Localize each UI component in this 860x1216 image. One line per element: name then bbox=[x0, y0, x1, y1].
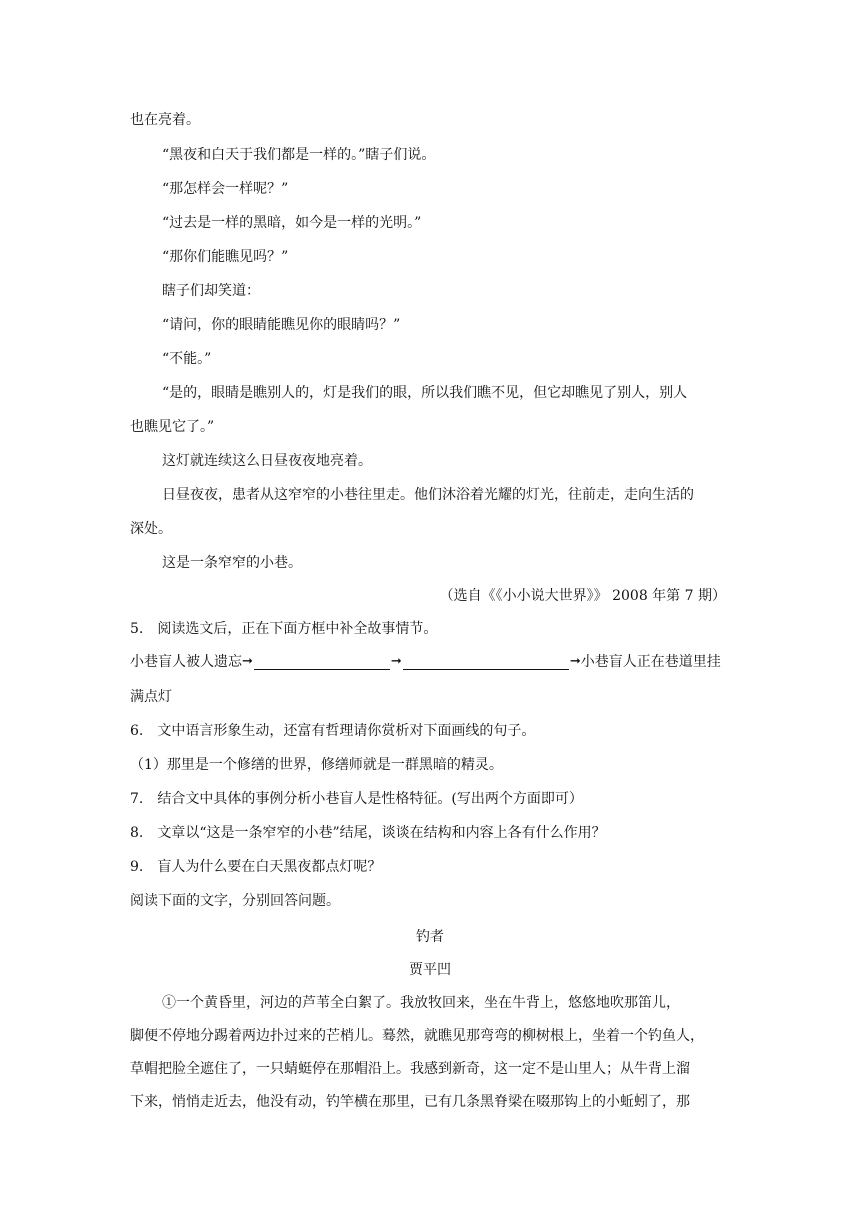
plot-start: 小巷盲人被人遗忘 bbox=[130, 654, 242, 670]
plot-end-continued: 满点灯 bbox=[130, 689, 172, 705]
passage-line: 这灯就连续这么日昼夜夜地亮着。 bbox=[162, 453, 372, 469]
arrow-icon: ➞ bbox=[569, 654, 581, 669]
answer-blank-2[interactable] bbox=[403, 655, 569, 670]
article-line: 脚便不停地分踢着两边扑过来的芒梢儿。蓦然，就瞧见那弯弯的柳树根上，坐着一个钓鱼人， bbox=[130, 1028, 704, 1044]
arrow-icon: ➞ bbox=[242, 654, 253, 669]
passage-line: 瞎子们却笑道： bbox=[162, 283, 260, 299]
passage-line: “那怎样会一样呢？” bbox=[162, 181, 289, 197]
passage-line: 也在亮着。 bbox=[130, 112, 200, 128]
answer-blank-1[interactable] bbox=[254, 655, 390, 670]
plot-flow bbox=[130, 652, 730, 672]
passage-line: “是的，眼睛是瞧别人的，灯是我们的眼，所以我们瞧不见，但它却瞧见了别人，别人 bbox=[162, 385, 688, 401]
passage-line: “请问，你的眼睛能瞧见你的眼睛吗？” bbox=[162, 317, 401, 333]
question-6-sub: （1）那里是一个修缮的世界，修缮师就是一群黑暗的精灵。 bbox=[130, 757, 503, 773]
passage-line: 日昼夜夜，患者从这窄窄的小巷往里走。他们沐浴着光耀的灯光，往前走，走向生活的 bbox=[162, 487, 694, 503]
question-8: 8. 文章以“这是一条窄窄的小巷”结尾，谈谈在结构和内容上各有什么作用？ bbox=[130, 825, 606, 841]
article-line: 草帽把脸全遮住了，一只蜻蜓停在那帽沿上。我感到新奇，这一定不是山里人；从牛背上溜 bbox=[130, 1061, 690, 1077]
question-6: 6. 文中语言形象生动，还富有哲理请你赏析对下面画线的句子。 bbox=[130, 723, 536, 739]
passage-line: “那你们能瞧见吗？” bbox=[162, 249, 289, 265]
passage-line: 这是一条窄窄的小巷。 bbox=[162, 555, 302, 571]
passage-line: “过去是一样的黑暗，如今是一样的光明。” bbox=[162, 215, 422, 231]
question-5: 5. 阅读选文后，正在下面方框中补全故事情节。 bbox=[130, 621, 438, 637]
plot-end: 小巷盲人正在巷道里挂 bbox=[580, 654, 721, 670]
arrow-icon: ➞ bbox=[390, 654, 402, 669]
article-author: 贾平凹 bbox=[409, 962, 451, 978]
article-line: ①一个黄昏里，河边的芦苇全白絮了。我放牧回来，坐在牛背上，悠悠地吹那笛儿， bbox=[162, 995, 680, 1011]
passage-line: 也瞧见它了。” bbox=[130, 419, 215, 435]
passage-line: “不能。” bbox=[162, 351, 212, 367]
article-line: 下来，悄悄走近去，他没有动，钓竿横在那里，已有几条黑脊梁在啜那钩上的小蚯蚓了，那 bbox=[130, 1094, 690, 1110]
article-title: 钓者 bbox=[416, 929, 444, 945]
question-9: 9. 盲人为什么要在白天黑夜都点灯呢？ bbox=[130, 859, 382, 875]
passage-source: （选自《《小小说大世界》》 2008 年第 7 期） bbox=[439, 588, 726, 604]
reading-instruction: 阅读下面的文字，分别回答问题。 bbox=[130, 893, 340, 909]
passage-line: “黑夜和白天于我们都是一样的。”瞎子们说。 bbox=[162, 147, 436, 163]
question-7: 7. 结合文中具体的事例分析小巷盲人是性格特征。(写出两个方面即可） bbox=[130, 791, 583, 807]
passage-line: 深处。 bbox=[130, 521, 172, 537]
